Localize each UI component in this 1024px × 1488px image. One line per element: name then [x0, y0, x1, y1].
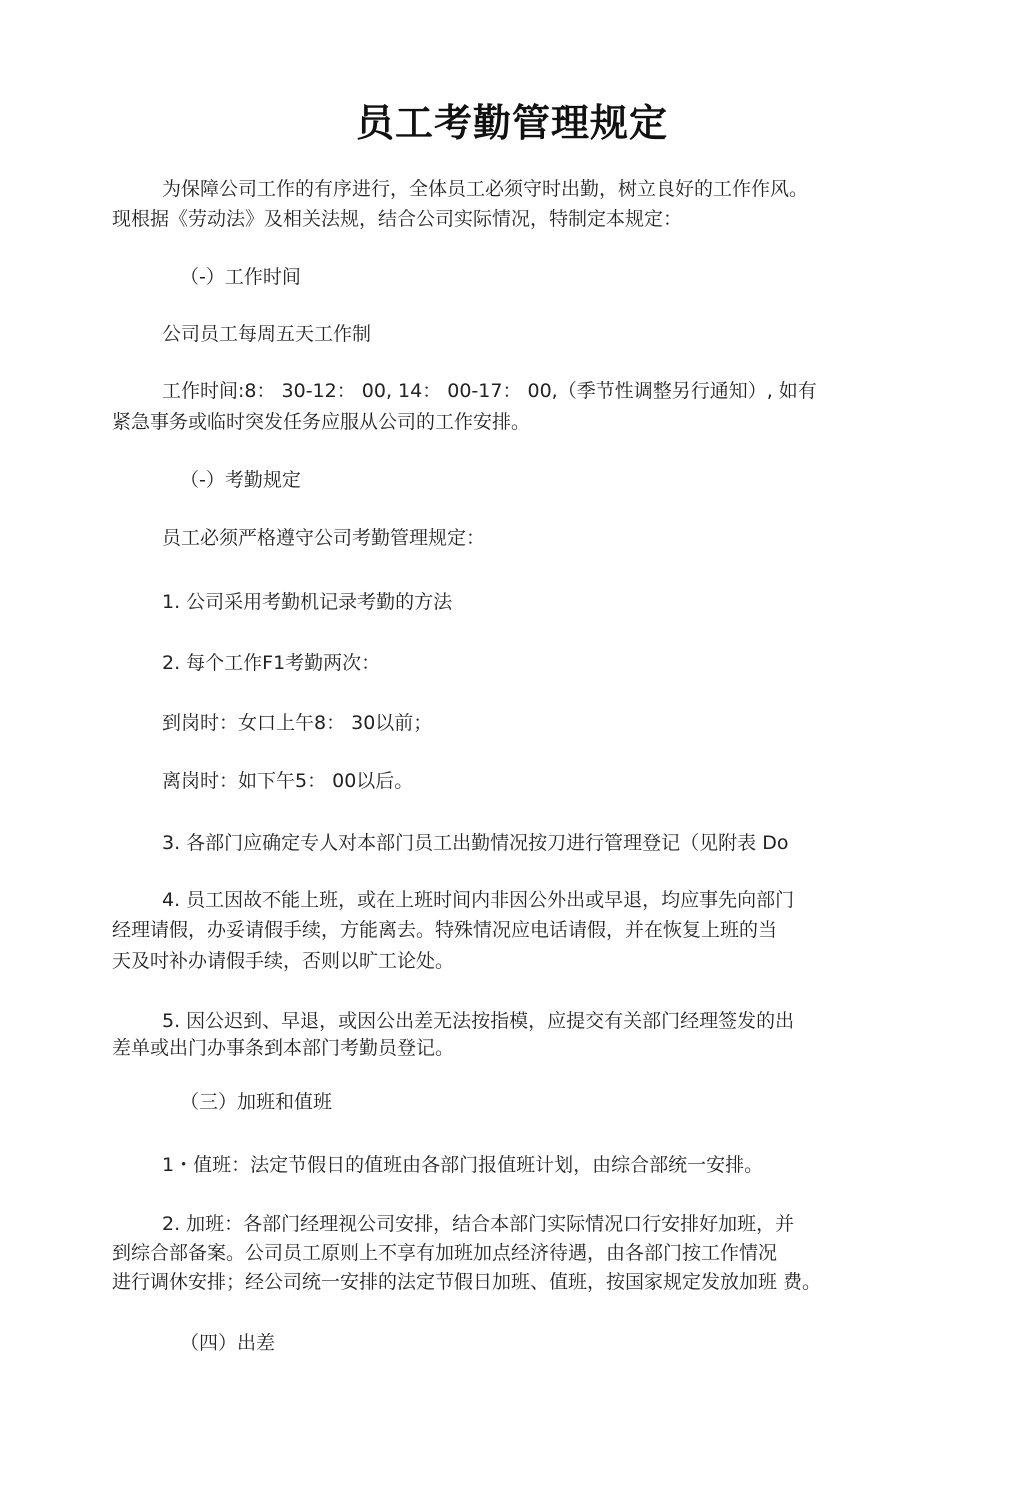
- section3-item-2-line-1: 2. 加班：各部门经理视公司安排，结合本部门实际情况口行安排好加班，并: [162, 1213, 795, 1235]
- section2-item-2: 2. 每个工作F1考勤两次：: [162, 652, 381, 674]
- section1-paragraph-2-line-2: 紧急事务或临时突发任务应服从公司的工作安排。: [112, 411, 531, 433]
- section1-heading: （-）工作时间: [180, 266, 301, 288]
- section3-item-1: 1・值班：法定节假日的值班由各部门报值班计划，由综合部统一安排。: [162, 1154, 764, 1176]
- section2-intro: 员工必须严格遵守公司考勤管理规定：: [162, 527, 486, 549]
- section1-paragraph-1: 公司员工每周五天工作制: [162, 323, 372, 345]
- section2-heading: （-）考勤规定: [180, 469, 301, 491]
- section1-paragraph-2-line-1: 工作时间:8： 30-12： 00, 14： 00-17： 00,（季节性调整另行通知）, 如有: [162, 380, 817, 402]
- document-title: 员工考勤管理规定: [355, 101, 668, 145]
- section3-item-2-line-3: 进行调休安排；经公司统一安排的法定节假日加班、值班，按国家规定发放加班 费。: [112, 1271, 822, 1293]
- section2-item-4-line-1: 4. 员工因故不能上班，或在上班时间内非因公外出或早退，均应事先向部门: [162, 889, 795, 911]
- section2-item-4-line-2: 经理请假，办妥请假手续，方能离去。特殊情况应电话请假，并在恢复上班的当: [112, 919, 778, 941]
- section2-item-5-line-2: 差单或出门办事条到本部门考勤员登记。: [112, 1037, 455, 1059]
- section2-arrive-time: 到岗时：女口上午8： 30以前；: [162, 712, 433, 734]
- section2-leave-time: 离岗时：如下午5： 00以后。: [162, 770, 414, 792]
- section2-item-1: 1. 公司采用考勤机记录考勤的方法: [162, 591, 453, 613]
- section2-item-3: 3. 各部门应确定专人对本部门员工出勤情况按刀进行管理登记（见附表 Do: [162, 832, 789, 854]
- section2-item-5-line-1: 5. 因公迟到、早退，或因公出差无法按指模，应提交有关部门经理签发的出: [162, 1010, 795, 1032]
- section3-item-2-line-2: 到综合部备案。公司员工原则上不享有加班加点经济待遇，由各部门按工作情况: [112, 1242, 778, 1264]
- intro-line-2: 现根据《劳动法》及相关法规，结合公司实际情况，特制定本规定：: [112, 208, 683, 230]
- section4-heading: （四）出差: [180, 1332, 276, 1354]
- section3-heading: （三）加班和值班: [180, 1091, 333, 1113]
- section2-item-4-line-3: 天及吋补办请假手续，否则以旷工论处。: [112, 950, 455, 972]
- intro-line-1: 为保障公司工作的有序进行，全体员工必须守时出勤，树立良好的工作作风。: [162, 178, 809, 200]
